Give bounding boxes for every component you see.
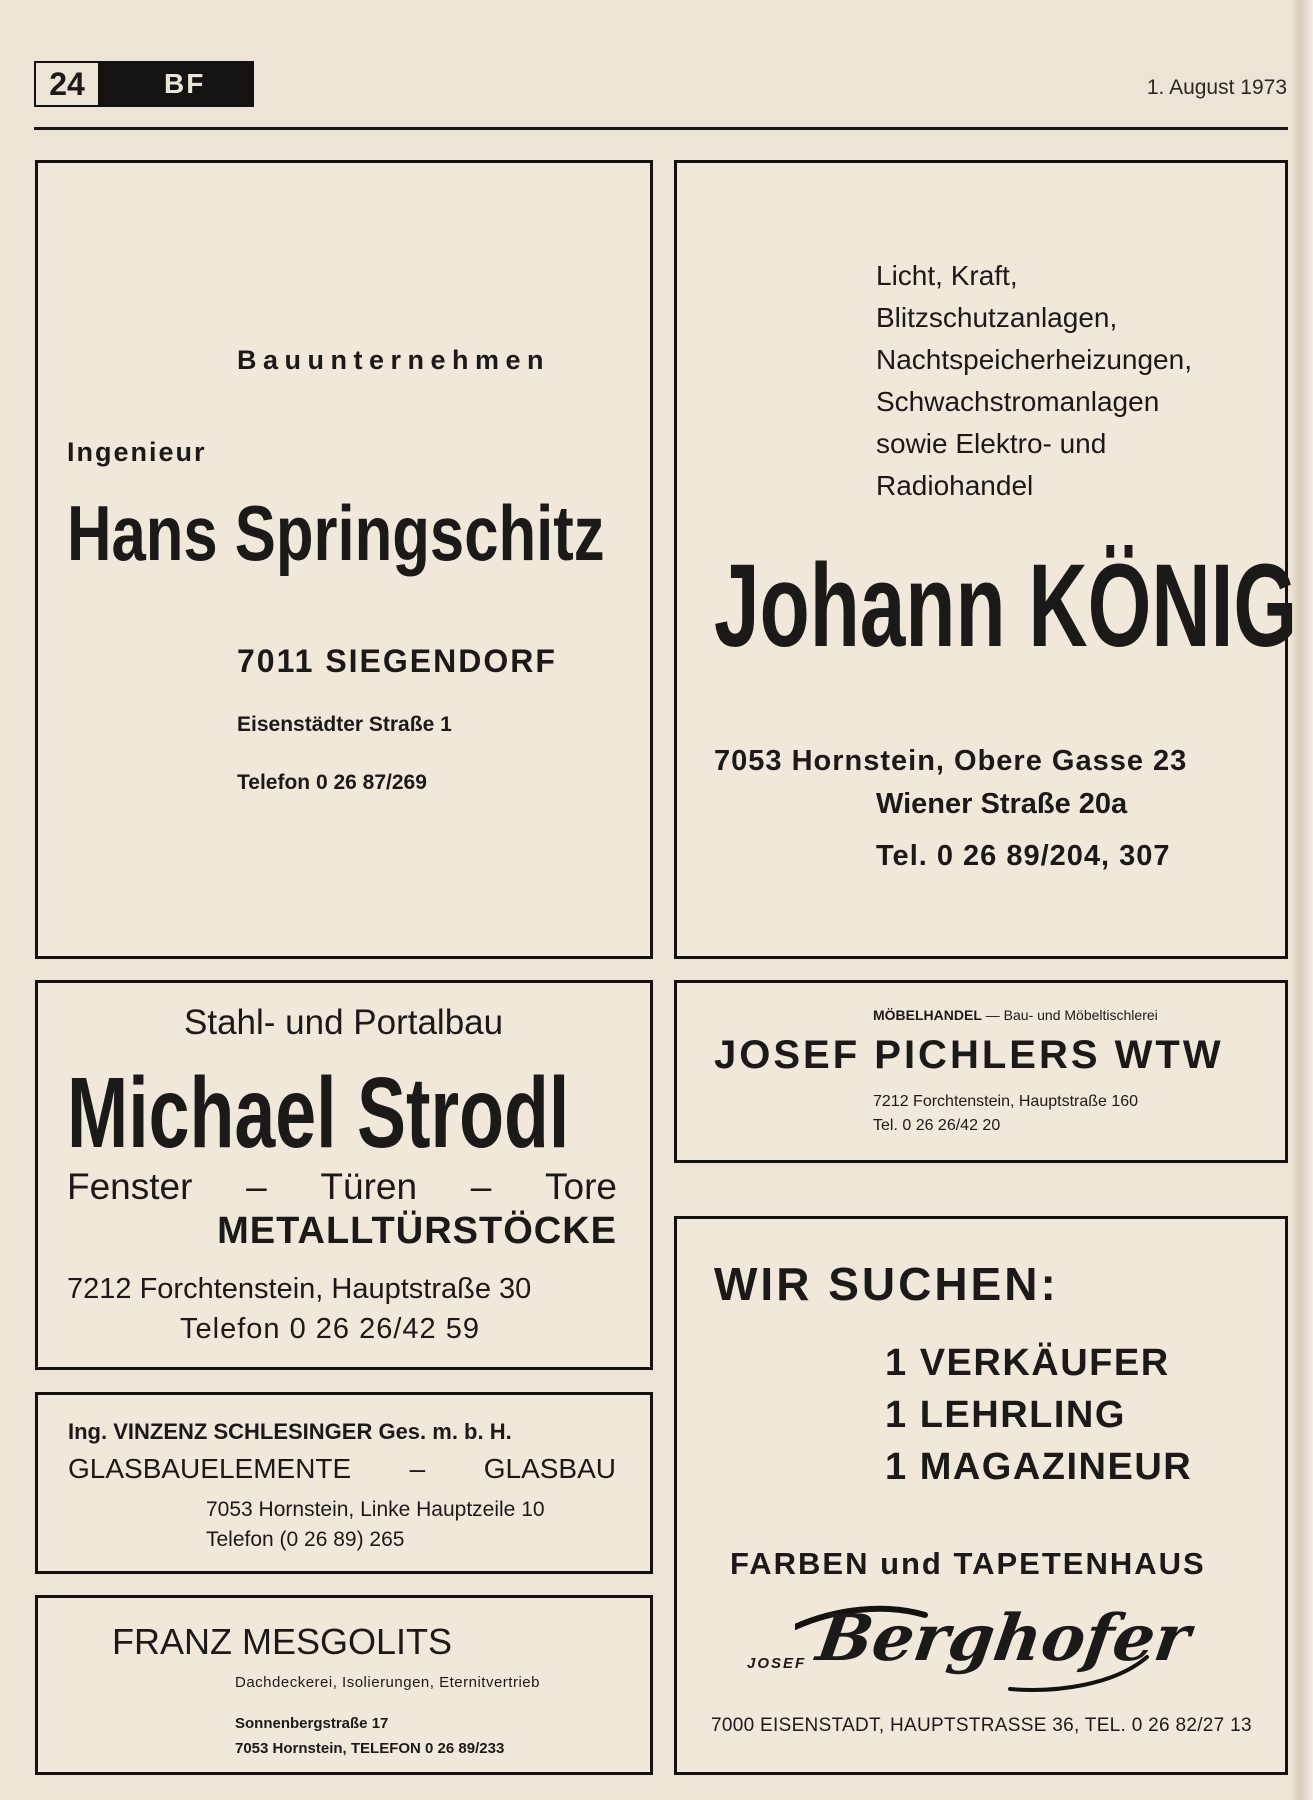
- company-name: Ing. VINZENZ SCHLESINGER Ges. m. b. H.: [68, 1419, 512, 1444]
- company-address-2: Wiener Straße 20a: [876, 788, 1128, 820]
- products-line: [67, 1166, 617, 1208]
- position-item: 1 MAGAZINEUR: [885, 1446, 1193, 1488]
- category-bold: MÖBELHANDEL: [873, 1007, 982, 1023]
- company-address: 7212 Forchtenstein, Hauptstraße 160: [873, 1093, 1139, 1110]
- company-address: 7053 Hornstein, Linke Hauptzeile 10: [206, 1498, 545, 1521]
- company-street: Sonnenbergstraße 17: [235, 1715, 389, 1732]
- shop-name: FARBEN und TAPETENHAUS: [730, 1546, 1206, 1581]
- company-services: Dachdeckerei, Isolierungen, Eternitvertrieb: [235, 1674, 540, 1691]
- issue-date: 1. August 1973: [1146, 76, 1287, 99]
- company-address: 7212 Forchtenstein, Hauptstraße 30: [67, 1273, 532, 1305]
- product-item: Tore: [545, 1166, 617, 1207]
- ad-tagline: Stahl- und Portalbau: [184, 1003, 504, 1042]
- position-item: 1 VERKÄUFER: [885, 1342, 1170, 1384]
- products-line-2: METALLTÜRSTÖCKE: [217, 1210, 617, 1252]
- ad-title-prefix: Ingenieur: [67, 437, 207, 467]
- ad-category: [873, 1007, 1158, 1023]
- positions-list: [885, 1337, 1192, 1493]
- service-line: Licht, Kraft,: [876, 260, 1018, 291]
- service-line: Radiohandel: [876, 470, 1034, 501]
- header-rule: [34, 127, 1288, 130]
- company-city: 7011 SIEGENDORF: [237, 643, 557, 679]
- product-separator: –: [470, 1166, 492, 1207]
- berghofer-logo: [795, 1597, 1195, 1697]
- ad-springschitz: [35, 160, 653, 959]
- company-address: 7053 Hornstein, Obere Gasse 23: [714, 745, 1188, 777]
- product-item: Türen: [320, 1166, 418, 1207]
- ad-strodl: [35, 980, 653, 1370]
- ad-mesgolits: [35, 1595, 653, 1775]
- company-city-phone: 7053 Hornstein, TELEFON 0 26 89/233: [235, 1740, 505, 1757]
- product-item: GLASBAUELEMENTE: [68, 1453, 352, 1484]
- ad-tagline: Bauunternehmen: [237, 345, 551, 375]
- company-name: Hans Springschitz: [67, 489, 605, 577]
- company-phone: Telefon 0 26 87/269: [237, 771, 427, 794]
- company-name: FRANZ MESGOLITS: [112, 1621, 453, 1662]
- service-line: sowie Elektro- und: [876, 428, 1107, 459]
- service-line: Schwachstromanlagen: [876, 386, 1160, 417]
- product-separator: –: [246, 1166, 267, 1207]
- service-line: Blitzschutzanlagen,: [876, 302, 1118, 333]
- ad-schlesinger: [35, 1392, 653, 1574]
- company-phone: Telefon (0 26 89) 265: [206, 1528, 405, 1551]
- company-address: 7000 EISENSTADT, HAUPTSTRASSE 36, TEL. 0 26 82/27 13: [711, 1715, 1252, 1736]
- publication-name: BF: [98, 63, 252, 105]
- products-line: [68, 1453, 616, 1485]
- company-name: Michael Strodl: [67, 1057, 570, 1169]
- company-phone: Telefon 0 26 26/42 59: [180, 1313, 480, 1345]
- ad-pichler: [674, 980, 1288, 1163]
- ad-berghofer: [674, 1216, 1288, 1775]
- logo-text: Berghofer: [812, 1601, 1195, 1676]
- company-name: JOSEF PICHLERS WTW: [714, 1033, 1224, 1077]
- category-rest: — Bau- und Möbeltischlerei: [985, 1007, 1158, 1023]
- product-item: Fenster: [67, 1166, 193, 1207]
- page-edge: [1291, 0, 1313, 1800]
- company-name: Johann KÖNIG: [714, 540, 1298, 672]
- ad-koenig: [674, 160, 1298, 959]
- company-street: Eisenstädter Straße 1: [237, 713, 452, 736]
- company-phone: Tel. 0 26 26/42 20: [873, 1117, 1001, 1134]
- product-item: GLASBAU: [483, 1453, 616, 1484]
- page-header-badge: [34, 61, 254, 107]
- page-number: 24: [36, 63, 98, 105]
- product-separator: –: [409, 1453, 426, 1484]
- company-phone: Tel. 0 26 89/204, 307: [876, 840, 1171, 872]
- position-item: 1 LEHRLING: [885, 1394, 1126, 1436]
- service-line: Nachtspeicherheizungen,: [876, 344, 1192, 375]
- services-list: [876, 255, 1192, 507]
- owner-first-name: JOSEF: [747, 1655, 807, 1672]
- ad-headline: WIR SUCHEN:: [714, 1258, 1059, 1310]
